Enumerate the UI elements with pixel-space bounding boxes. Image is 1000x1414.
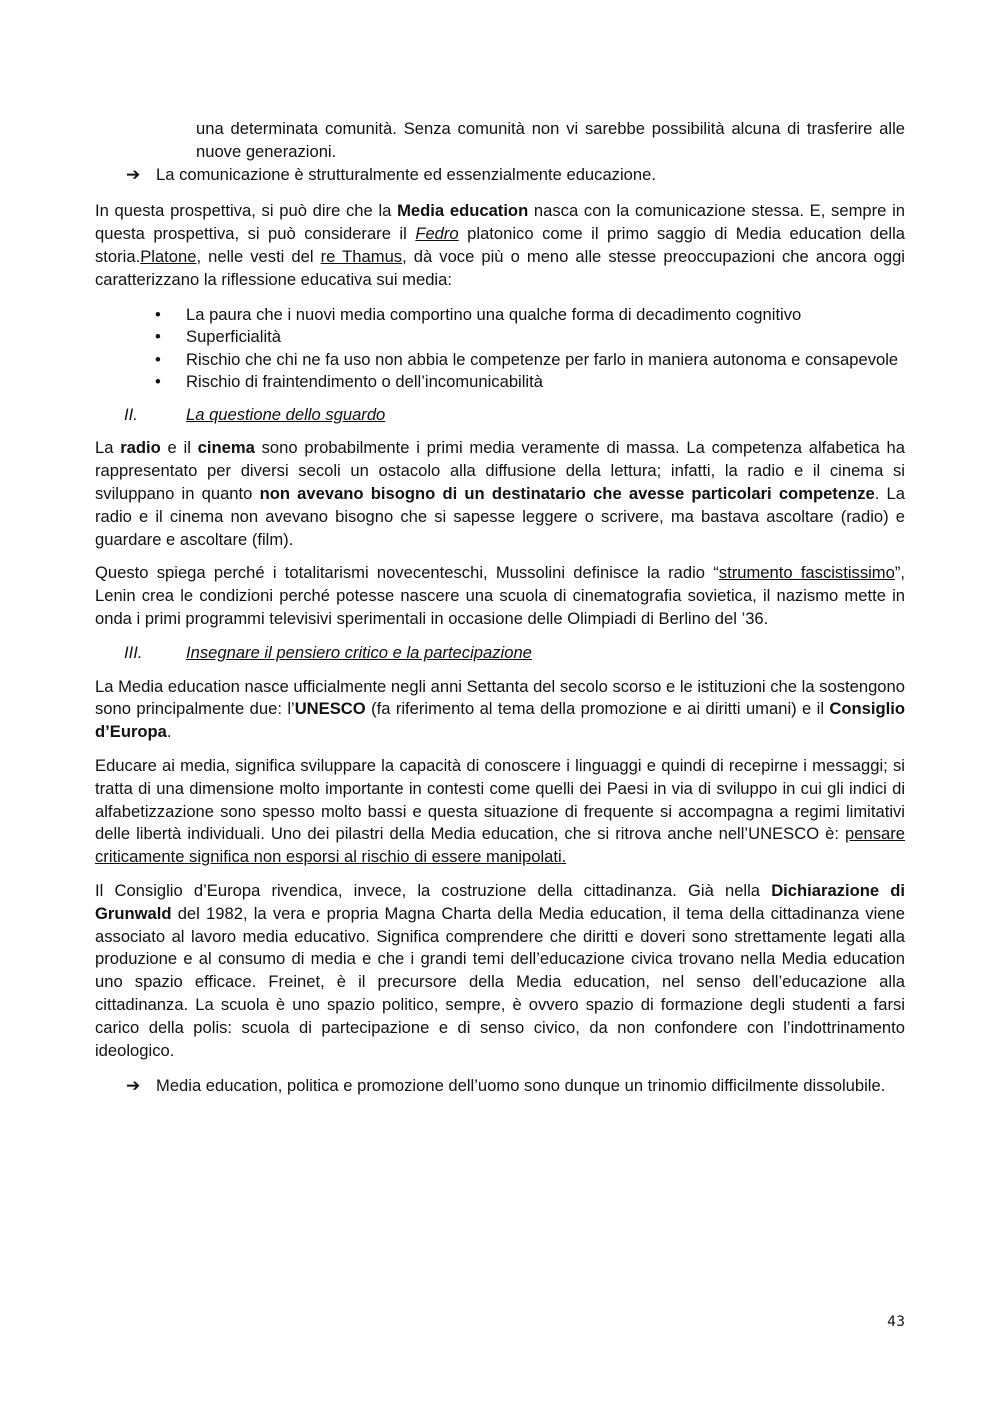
arrow-point-text: Media education, politica e promozione dell’uomo sono dunque un trinomio difficilmente dissolubile.: [156, 1076, 886, 1096]
paragraph-totalitarismi: Questo spiega perché i totalitarismi novecenteschi, Mussolini definisce la radio “strumento fascistissimo”, Lenin crea le condizioni perché potesse nascere una scuola di cinematografia sovietica, il nazismo mette in onda i primi programmi televisivi sperimentali in occasione delle Olimpiadi di Berlino del ’36.: [95, 563, 905, 628]
concerns-list: [95, 304, 905, 394]
paragraph-media-education: In questa prospettiva, si può dire che la Media education nasca con la comunicazione stessa. E, sempre in questa prospettiva, si può considerare il Fedro platonico come il primo saggio di Media education della storia.Platone, nelle vesti del re Thamus, dà voce più o meno alle stesse preoccupazioni che ancora oggi caratterizzano la riflessione educativa sui media:: [95, 201, 905, 289]
paragraph-educare-ai-media: Educare ai media, significa sviluppare la capacità di conoscere i linguaggi e quindi di recepirne i messaggi; si tratta di una dimensione molto importante in contesti come quelli dei Paesi in via di sviluppo in cui gli indici di alfabetizzazione sono spesso molto bassi e questa situazione di frequente si accompagna a regimi limitativi delle libertà individuali. Uno dei pilastri della Media education, che si ritrova anche nell’UNESCO è: pensare criticamente significa non esporsi al rischio di essere manipolati.: [95, 755, 905, 867]
paragraph-radio-cinema: La radio e il cinema sono probabilmente i primi media veramente di massa. La competenza alfabetica ha rappresentato per diversi secoli un ostacolo alla diffusione della lettura; infatti, la radio e il cinema si sviluppano in quanto non avevano bisogno di un destinatario che avesse particolari competenze. La radio e il cinema non avevano bisogno che si sapesse leggere o scrivere, ma bastava ascoltare (radio) e guardare e ascoltare (film).: [95, 438, 905, 549]
platone-ref: Platone: [140, 246, 197, 266]
section-number: II.: [124, 404, 138, 424]
fedro-link: Fedro: [415, 224, 459, 244]
arrow-point-2: [126, 1075, 905, 1098]
intro-continuation: una determinata comunità. Senza comunità non vi sarebbe possibilità alcuna di trasferire alle nuove generazioni.: [196, 119, 905, 161]
list-item: • Superficialità: [95, 326, 905, 349]
bullet-icon: •: [155, 327, 161, 347]
section-number: III.: [124, 642, 143, 662]
section-title: Insegnare il pensiero critico e la partecipazione: [186, 642, 532, 662]
page-number: 43: [887, 1314, 905, 1330]
section-title: La questione dello sguardo: [186, 404, 386, 424]
paragraph-consiglio-europa: Il Consiglio d’Europa rivendica, invece, la costruzione della cittadinanza. Già nella Dichiarazione di Grunwald del 1982, la vera e propria Magna Charta della Media education, il tema della cittadinanza viene associato al lavoro media educativo. Significa comprendere che diritti e doveri sono strettamente legati alla produzione e al consumo di media e che i grandi temi dell’educazione civica trovano nella Media education uno spazio efficace. Freinet, è il precursore della Media education, nel senso dell’educazione alla cittadinanza. La scuola è uno spazio politico, sempre, è ovvero spazio di formazione degli studenti a farsi carico della polis: scuola di partecipazione e di senso civico, da non confondere con l’indottrinamento ideologico.: [95, 880, 905, 1060]
arrow-point-1: [126, 164, 905, 187]
arrow-right-icon: ➔: [126, 1076, 141, 1096]
paragraph-istituzioni: La Media education nasce ufficialmente negli anni Settanta del secolo scorso e le istituzioni che la sostengono sono principalmente due: l’UNESCO (fa riferimento al tema della promozione e ai diritti umani) e il Consiglio d’Europa.: [95, 676, 905, 742]
section-heading-2: [124, 404, 905, 427]
bullet-icon: •: [155, 372, 161, 392]
list-item: • Rischio che chi ne fa uso non abbia le competenze per farlo in maniera autonoma e consapevole: [95, 349, 905, 372]
arrow-right-icon: ➔: [126, 164, 141, 184]
document-page: [95, 118, 905, 1098]
section-heading-3: [124, 642, 905, 665]
list-item: • La paura che i nuovi media comportino una qualche forma di decadimento cognitivo: [95, 304, 905, 327]
bullet-icon: •: [155, 304, 161, 324]
list-item: • Rischio di fraintendimento o dell’incomunicabilità: [95, 371, 905, 394]
arrow-point-text: La comunicazione è strutturalmente ed essenzialmente educazione.: [156, 164, 656, 184]
bullet-icon: •: [155, 349, 161, 369]
thamus-ref: re Thamus: [320, 246, 403, 266]
